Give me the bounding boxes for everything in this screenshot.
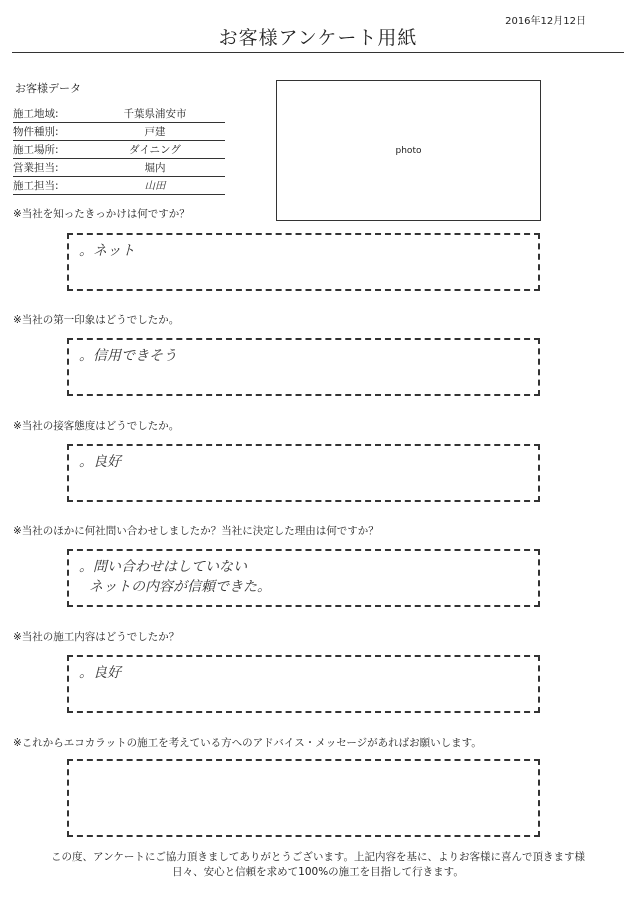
answer-3-line-1: 。良好	[79, 454, 121, 470]
info-row-sales-rep	[13, 159, 225, 177]
question-3: ※当社の接客態度はどうでしたか。	[13, 420, 180, 432]
photo-label: photo	[395, 145, 422, 156]
question-2: ※当社の第一印象はどうでしたか。	[13, 314, 180, 326]
footer-line-1: この度、アンケートにご協力頂きましてありがとうございます。上記内容を基に、よりお客様に喜んで頂きます様	[50, 851, 586, 863]
answer-box-5	[67, 655, 540, 713]
info-label: 施工担当:	[13, 180, 59, 192]
info-value: ダイニング	[129, 144, 181, 156]
photo-placeholder	[276, 80, 541, 221]
answer-2-line-1: 。信用できそう	[79, 348, 177, 364]
question-6: ※これからエコカラットの施工を考えている方へのアドバイス・メッセージがあればお願いします。	[13, 737, 482, 749]
info-value: 戸建	[144, 126, 166, 138]
footer-message	[20, 850, 616, 880]
answer-box-3	[67, 444, 540, 502]
answer-box-4	[67, 549, 540, 607]
question-5: ※当社の施工内容はどうでしたか？	[13, 631, 180, 643]
page-title: お客様アンケート用紙	[12, 24, 624, 53]
info-label: 施工場所:	[13, 144, 59, 156]
answer-box-6	[67, 759, 540, 837]
info-row-area	[13, 105, 225, 123]
answer-4-line-2: ネットの内容が信頼できた。	[89, 579, 271, 595]
info-row-property-type	[13, 123, 225, 141]
info-label: 営業担当:	[13, 162, 59, 174]
customer-info-table	[13, 105, 225, 195]
info-value: 千葉県浦安市	[123, 108, 187, 120]
answer-box-2	[67, 338, 540, 396]
question-4: ※当社のほかに何社問い合わせしましたか？当社に決定した理由は何ですか？	[13, 525, 379, 537]
customer-data-heading: お客様データ	[15, 82, 81, 95]
footer-line-2: 日々、安心と信頼を求めて100%の施工を目指して行きます。	[172, 866, 464, 878]
info-row-installer	[13, 177, 225, 195]
info-value: 山田	[144, 180, 166, 192]
answer-1-line-1: 。ネット	[79, 243, 135, 259]
answer-box-1	[67, 233, 540, 291]
answer-4-line-1: 。問い合わせはしていない	[79, 559, 247, 575]
info-label: 物件種別:	[13, 126, 59, 138]
question-1: ※当社を知ったきっかけは何ですか？	[13, 208, 190, 220]
survey-date: 2016年12月12日	[505, 16, 586, 27]
info-label: 施工地域:	[13, 108, 59, 120]
answer-5-line-1: 。良好	[79, 665, 121, 681]
info-value: 堀内	[144, 162, 166, 174]
info-row-location	[13, 141, 225, 159]
